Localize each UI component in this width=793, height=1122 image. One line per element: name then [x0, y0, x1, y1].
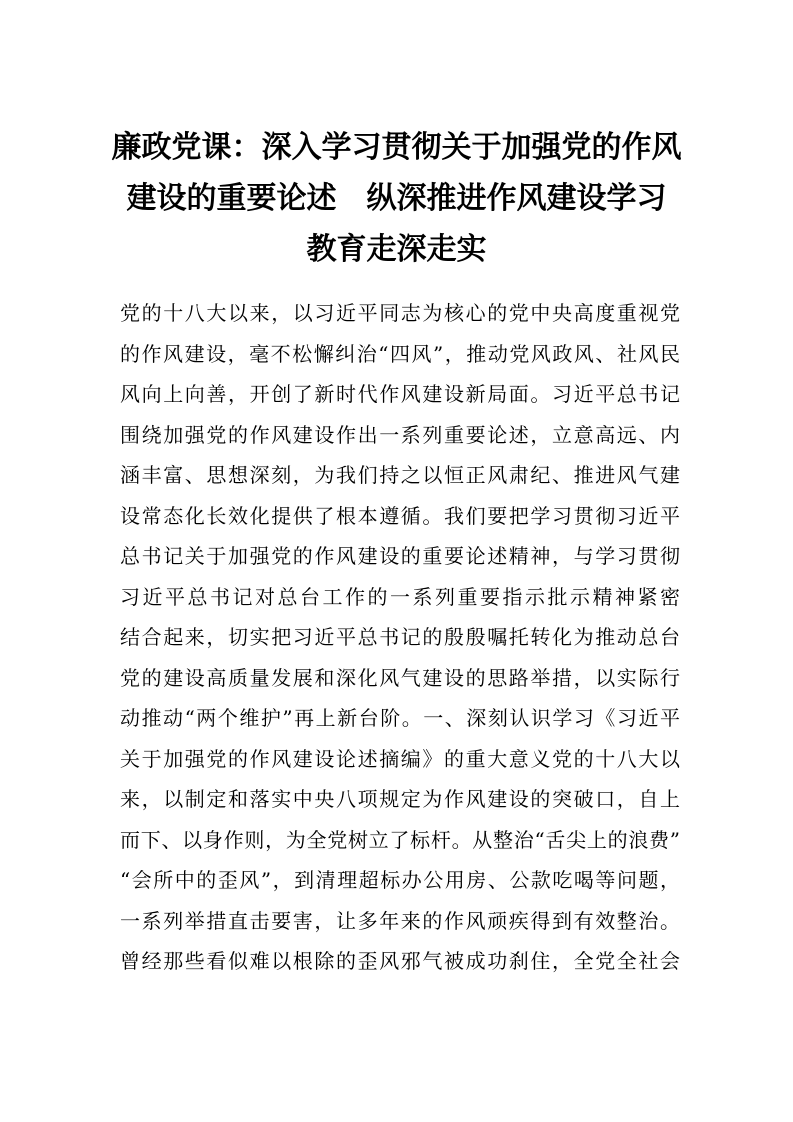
body-line-10: 党的建设高质量发展和深化风气建设的思路举措，以实际行 [120, 665, 680, 690]
body-paragraph [120, 293, 680, 982]
body-line-2: 的作风建设，毫不松懈纠治“四风”，推动党风政风、社风民 [120, 341, 680, 366]
body-line-17: 曾经那些看似难以根除的歪风邪气被成功刹住，全党全社会 [120, 949, 680, 973]
body-line-7: 总书记关于加强党的作风建设的重要论述精神，与学习贯彻 [120, 544, 680, 568]
body-line-6: 设常态化长效化提供了根本遵循。我们要把学习贯彻习近平 [120, 503, 680, 528]
document-title [100, 122, 693, 275]
body-line-12: 关于加强党的作风建设论述摘编》的重大意义党的十八大以 [120, 746, 680, 771]
body-line-14: 而下、以身作则，为全党树立了标杆。从整治“舌尖上的浪费” [120, 827, 680, 852]
title-line-3: 教育走深走实 [306, 232, 487, 267]
body-line-4: 围绕加强党的作风建设作出一系列重要论述，立意高远、内 [120, 422, 680, 447]
body-line-1: 党的十八大以来，以习近平同志为核心的党中央高度重视党 [120, 301, 680, 325]
body-line-3: 风向上向善，开创了新时代作风建设新局面。习近平总书记 [120, 382, 680, 406]
body-line-9: 结合起来，切实把习近平总书记的殷殷嘱托转化为推动总台 [120, 625, 680, 649]
body-line-16: 一系列举措直击要害，让多年来的作风顽疾得到有效整治。 [120, 908, 680, 933]
body-line-11: 动推动“两个维护”再上新台阶。一、深刻认识学习《习近平 [120, 706, 680, 730]
title-line-2: 建设的重要论述 纵深推进作风建设学习 [126, 181, 667, 216]
title-line-1: 廉政党课：深入学习贯彻关于加强党的作风 [111, 130, 682, 165]
body-line-15: “会所中的歪风”，到清理超标办公用房、公款吃喝等问题， [120, 868, 680, 892]
body-line-8: 习近平总书记对总台工作的一系列重要指示批示精神紧密 [120, 584, 680, 609]
body-line-5: 涵丰富、思想深刻，为我们持之以恒正风肃纪、推进风气建 [120, 463, 680, 487]
body-line-13: 来，以制定和落实中央八项规定为作风建设的突破口，自上 [120, 787, 680, 811]
